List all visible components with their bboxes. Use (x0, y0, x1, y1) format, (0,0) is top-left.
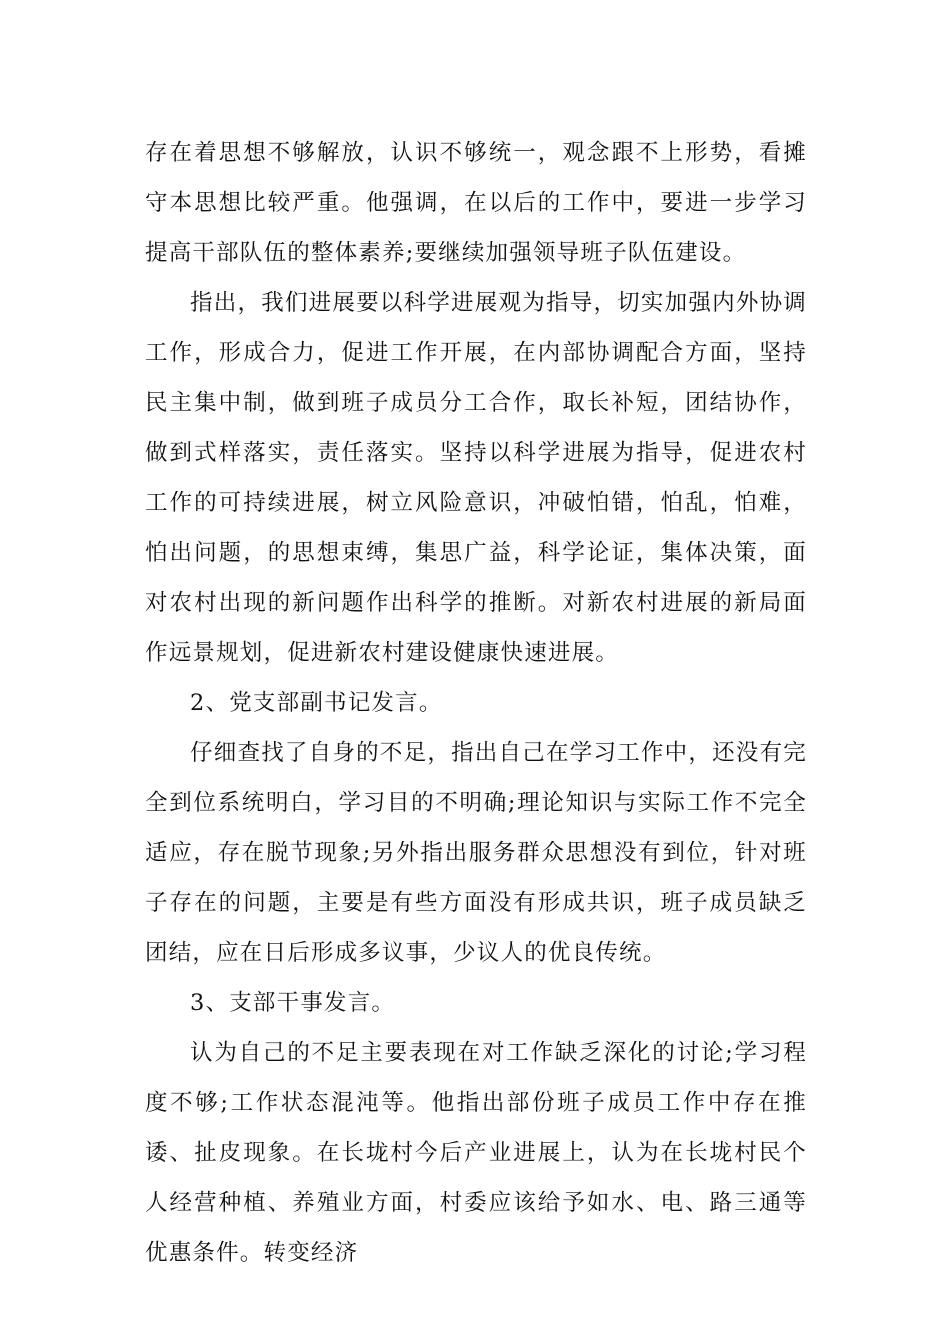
section-heading-deputy-secretary: 2、党支部副书记发言。 (190, 690, 443, 716)
document-body (145, 128, 807, 1278)
paragraph-deputy-secretary: 仔细查找了自身的不足，指出自己在学习工作中，还没有完全到位系统明白，学习目的不明确;理论知识与实际工作不完全适应，存在脱节现象;另外指出服务群众思想没有到位，针对班子存在的问题，主要是有些方面没有形成共识，班子成员缺乏团结，应在日后形成多议事，少议人的优良传统。 (145, 740, 807, 966)
paragraph-branch-officer: 认为自己的不足主要表现在对工作缺乏深化的讨论;学习程度不够;工作状态混沌等。他指出部份班子成员工作中存在推诿、扯皮现象。在长垅村今后产业进展上，认为在长垅村民个人经营种植、养殖业方面，村委应该给予如水、电、路三通等优惠条件。转变经济 (145, 1040, 807, 1266)
paragraph-guidance: 指出，我们进展要以科学进展观为指导，切实加强内外协调工作，形成合力，促进工作开展，在内部协调配合方面，坚持民主集中制，做到班子成员分工合作，取长补短，团结协作，做到式样落实，责任落实。坚持以科学进展为指导，促进农村工作的可持续进展，树立风险意识，冲破怕错，怕乱，怕难，怕出问题，的思想束缚，集思广益，科学论证，集体决策，面对农村出现的新问题作出科学的推断。对新农村进展的新局面作远景规划，促进新农村建设健康快速进展。 (145, 290, 807, 666)
paragraph-continued: 存在着思想不够解放，认识不够统一，观念跟不上形势，看摊守本思想比较严重。他强调，在以后的工作中，要进一步学习提高干部队伍的整体素养;要继续加强领导班子队伍建设。 (145, 140, 807, 266)
section-heading-branch-officer: 3、支部干事发言。 (190, 990, 396, 1016)
